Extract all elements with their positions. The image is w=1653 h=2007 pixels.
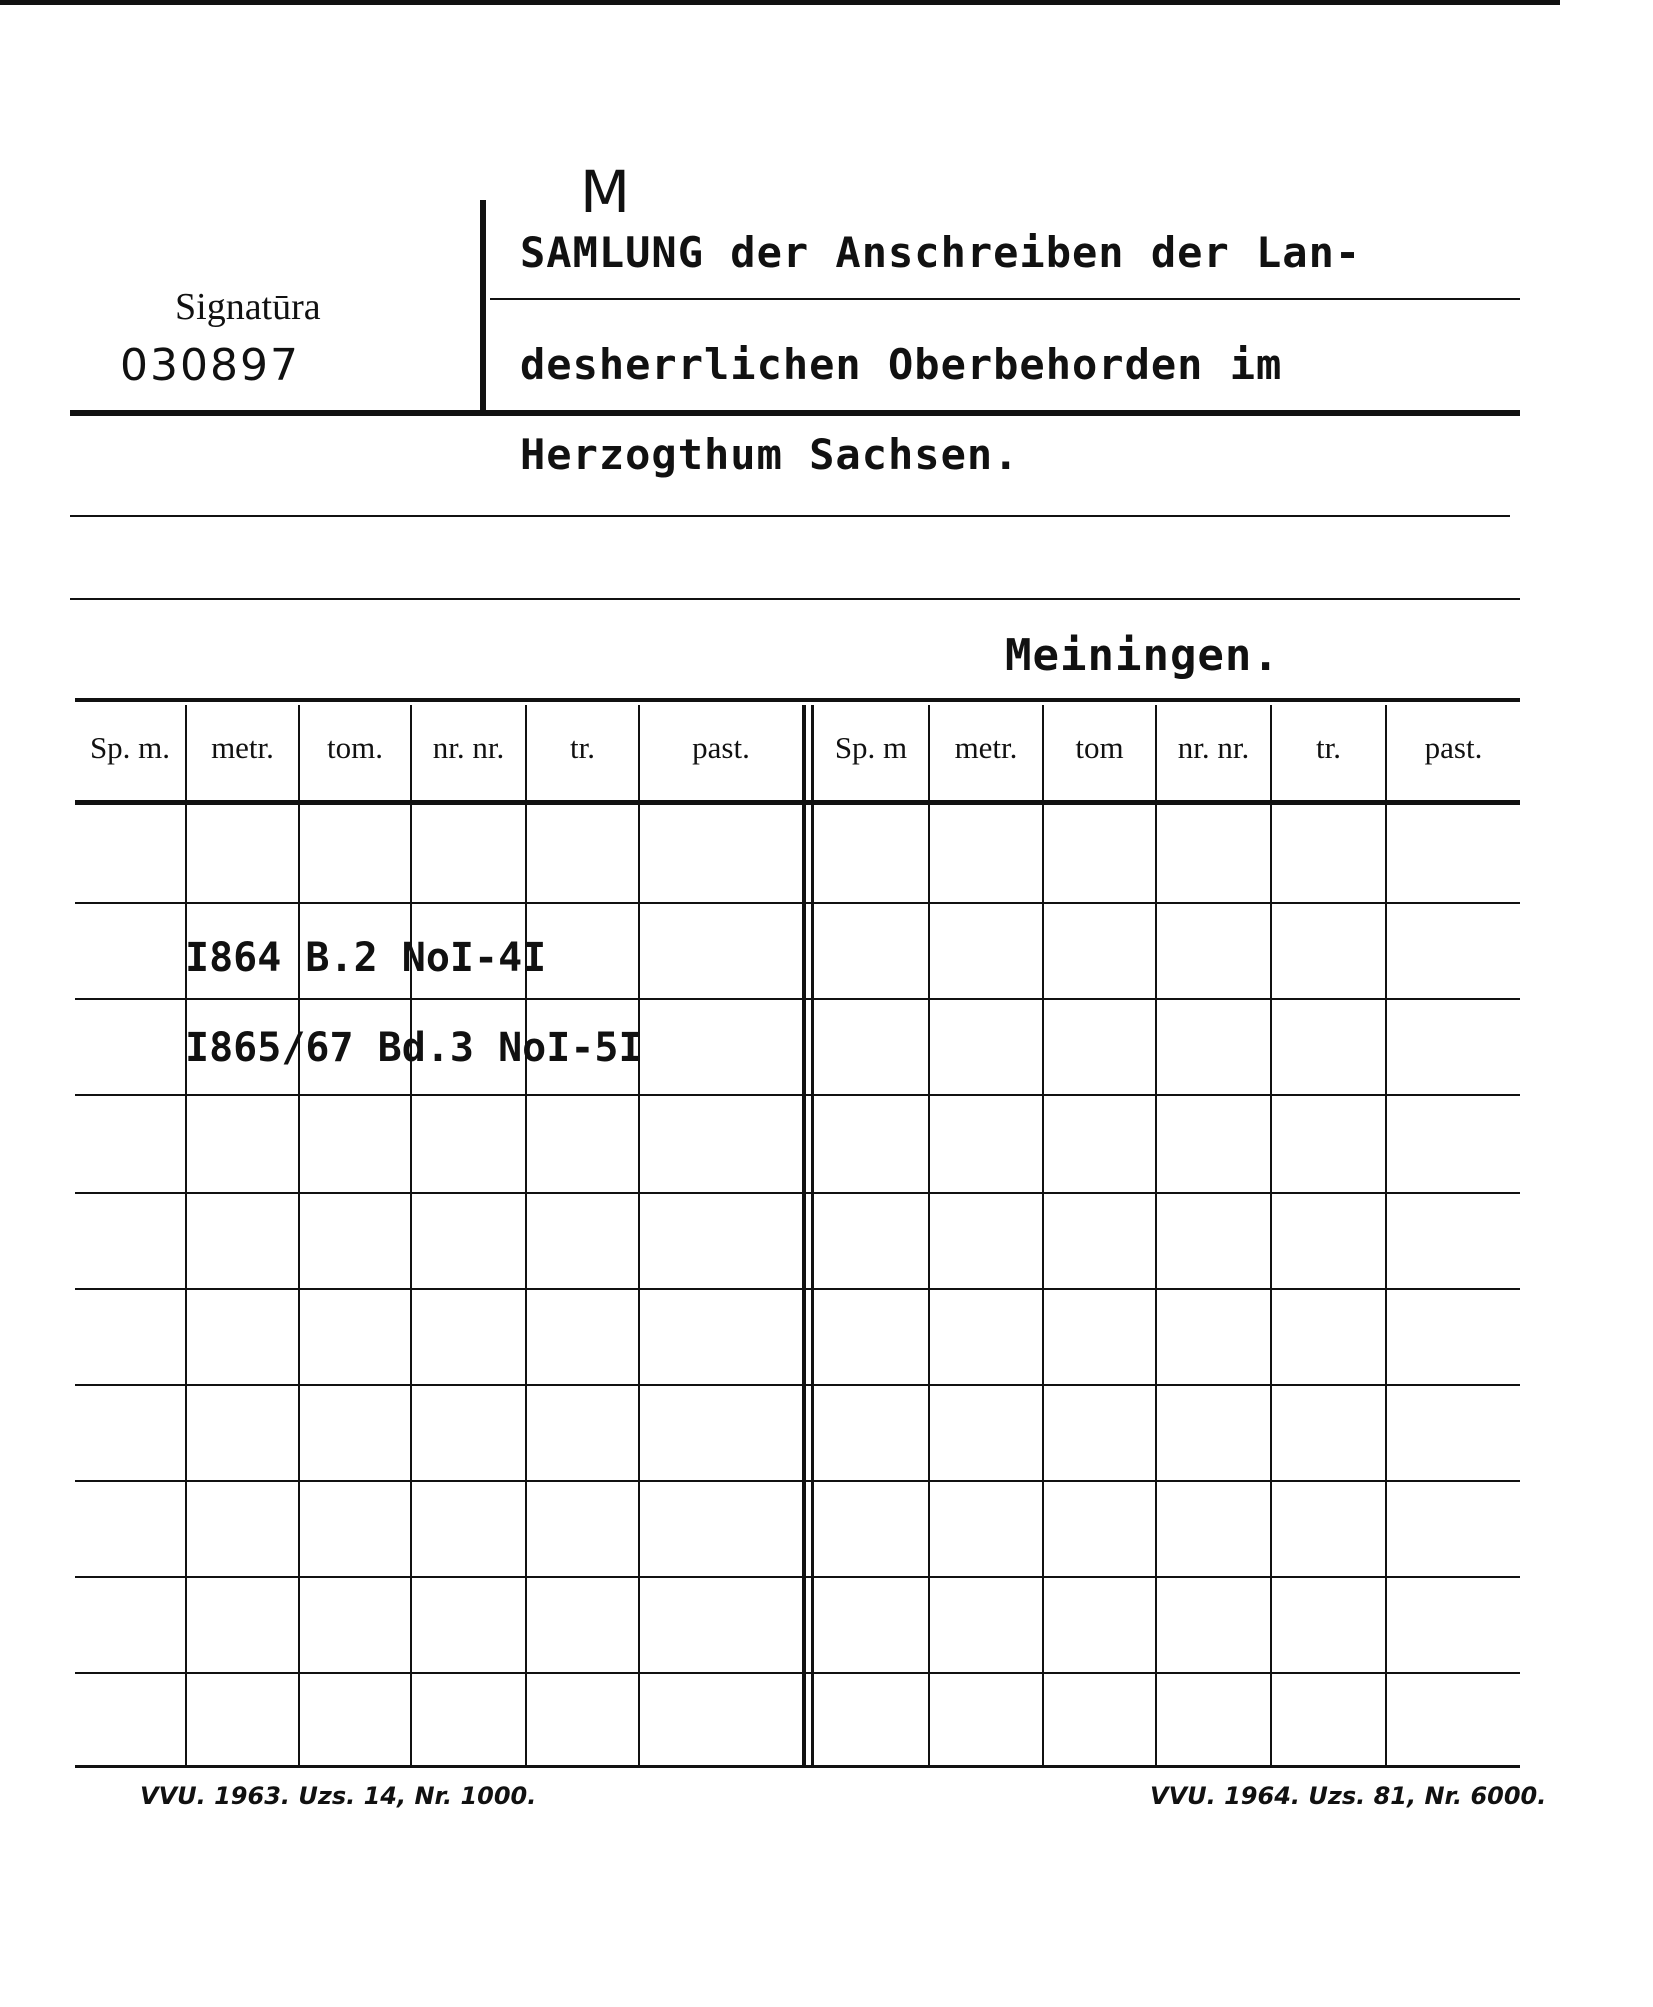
signatura-number: 030897	[120, 340, 300, 391]
header-tom-right: tom	[1075, 730, 1124, 765]
header-nr-nr-right: nr. nr.	[1177, 730, 1250, 765]
handwritten-mark: M	[580, 158, 631, 226]
header-past-left: past.	[692, 730, 750, 765]
header-rule-thick	[70, 410, 1520, 416]
entry-row-2: I865/67 Bd.3 NoI-5I	[185, 1025, 643, 1071]
table-center-divider	[802, 705, 806, 1765]
footer-note-left: VVU. 1963. Uzs. 14, Nr. 1000.	[140, 1782, 537, 1810]
title-line-3: Herzogthum Sachsen.	[520, 430, 1020, 479]
header-sp-m-left: Sp. m.	[89, 730, 171, 765]
header-metr-right: metr.	[954, 730, 1018, 765]
title-line-1: SAMLUNG der Anschreiben der Lan-	[520, 228, 1362, 277]
signatura-label: Signatūra	[175, 286, 321, 328]
header-past-right: past.	[1424, 730, 1483, 765]
header-tr-right: tr.	[1316, 730, 1341, 765]
place-name: Meiningen.	[1005, 630, 1280, 681]
entry-row-1: I864 B.2 NoI-4I	[185, 935, 547, 981]
header-tom-left: tom.	[327, 730, 383, 765]
header-sp-m-right: Sp. m	[834, 730, 908, 765]
header-metr-left: metr.	[211, 730, 274, 765]
footer-note-right: VVU. 1964. Uzs. 81, Nr. 6000.	[1150, 1782, 1547, 1810]
header-tr-left: tr.	[570, 730, 595, 765]
header-divider-vertical	[480, 200, 486, 410]
header-nr-nr-left: nr. nr.	[432, 730, 505, 765]
title-line-2: desherrlichen Oberbehorden im	[520, 340, 1283, 389]
